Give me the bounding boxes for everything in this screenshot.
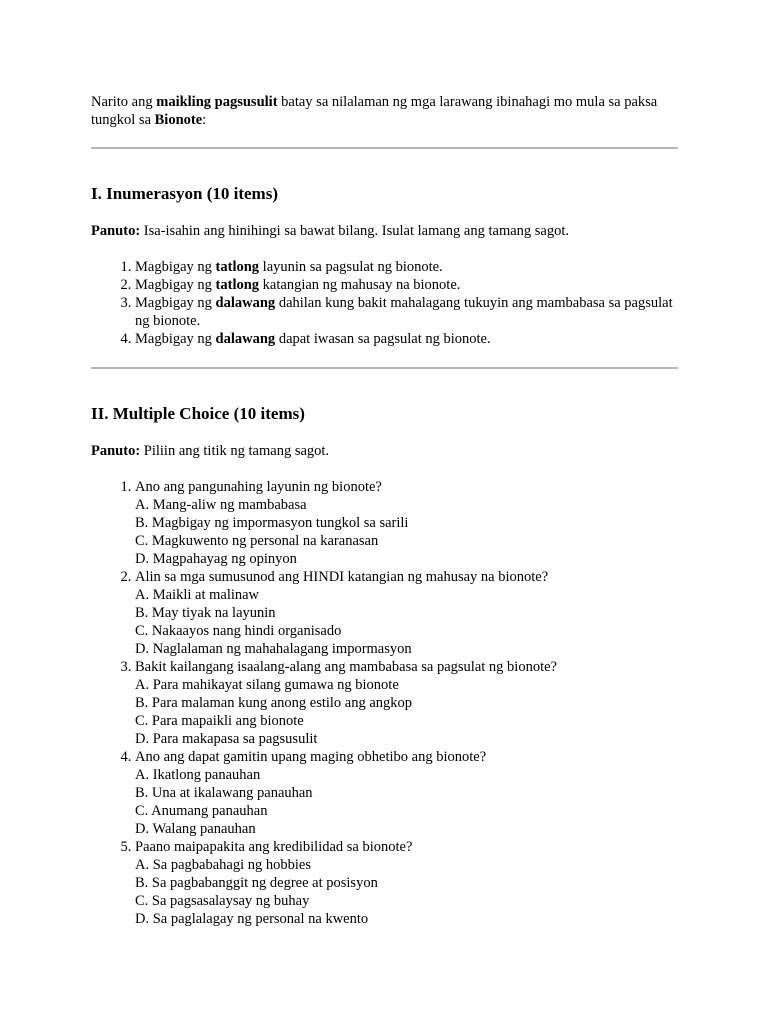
question-text: 3. Bakit kailangang isaalang-alang ang mambabasa sa pagsulat ng bionote? (135, 659, 557, 675)
choice-d: D. Para makapasa sa pagsusulit (135, 731, 318, 747)
question-text: 1. Ano ang pangunahing layunin ng bionote? (135, 479, 382, 495)
choice-c: C. Anumang panauhan (135, 803, 268, 819)
choice-c: C. Sa pagsasalaysay ng buhay (135, 893, 310, 909)
choice-a: A. Sa pagbabahagi ng hobbies (135, 857, 311, 873)
instruction-label: Panuto: (91, 223, 141, 239)
intro-bold-topic: Bionote (154, 112, 203, 128)
multiple-choice-list (91, 478, 678, 928)
question-item (135, 838, 678, 928)
choice-b: B. May tiyak na layunin (135, 605, 276, 621)
item-text: Magbigay ng (135, 259, 216, 275)
section1-instruction (91, 222, 678, 240)
choice-b: B. Sa pagbabanggit ng degree at posisyon (135, 875, 378, 891)
choice-c: C. Nakaayos nang hindi organisado (135, 623, 342, 639)
choice-b: B. Magbigay ng impormasyon tungkol sa sarili (135, 515, 409, 531)
choice-a: A. Ikatlong panauhan (135, 767, 261, 783)
choice-d: D. Naglalaman ng mahahalagang impormasyon (135, 641, 412, 657)
choice-c: C. Magkuwento ng personal na karanasan (135, 533, 379, 549)
item-bold: dalawang (215, 331, 276, 347)
intro-paragraph (91, 93, 678, 129)
choice-a: A. Para mahikayat silang gumawa ng bionote (135, 677, 399, 693)
question-item (135, 568, 678, 658)
question-item (135, 478, 678, 568)
choice-a: A. Maikli at malinaw (135, 587, 260, 603)
item-text: dapat iwasan sa pagsulat ng bionote. (275, 331, 491, 347)
choice-b: B. Para malaman kung anong estilo ang angkop (135, 695, 413, 711)
intro-text: Narito ang (91, 94, 157, 110)
item-bold: dalawang (215, 295, 276, 311)
quiz-content (91, 93, 678, 928)
item-text: Magbigay ng (135, 331, 216, 347)
divider (91, 147, 678, 149)
choice-c: C. Para mapaikli ang bionote (135, 713, 304, 729)
question-text: 4. Ano ang dapat gamitin upang maging obhetibo ang bionote? (135, 749, 487, 765)
question-item (135, 748, 678, 838)
section2-title: II. Multiple Choice (10 items) (91, 404, 305, 423)
item-bold: tatlong (215, 259, 260, 275)
intro-text: : (202, 112, 207, 128)
divider (91, 367, 678, 369)
instruction-label: Panuto: (91, 443, 141, 459)
question-text: 5. Paano maipapakita ang kredibilidad sa bionote? (135, 839, 413, 855)
choice-a: A. Mang-aliw ng mambabasa (135, 497, 307, 513)
item-text: Magbigay ng (135, 295, 216, 311)
intro-bold-quiz: maikling pagsusulit (156, 94, 278, 110)
choice-d: D. Sa paglalagay ng personal na kwento (135, 911, 369, 927)
list-item (135, 294, 678, 330)
list-item (135, 258, 678, 276)
question-text: 2. Alin sa mga sumusunod ang HINDI katangian ng mahusay na bionote? (135, 569, 549, 585)
item-text: dahilan kung bakit mahalagang tukuyin ang mambabasa sa pagsulat ng bionote. (135, 295, 673, 329)
section1-title: I. Inumerasyon (10 items) (91, 184, 278, 203)
item-text: layunin sa pagsulat ng bionote. (259, 259, 443, 275)
instruction-text: Isa-isahin ang hinihingi sa bawat bilang. Isulat lamang ang tamang sagot. (140, 223, 570, 239)
list-item (135, 276, 678, 294)
choice-d: D. Walang panauhan (135, 821, 256, 837)
item-text: Magbigay ng (135, 277, 216, 293)
section2-instruction (91, 442, 678, 460)
choice-d: D. Magpahayag ng opinyon (135, 551, 297, 567)
question-item (135, 658, 678, 748)
item-bold: tatlong (215, 277, 260, 293)
intro-text: batay sa nilalaman ng mga larawang ibinahagi mo mula sa paksa tungkol sa (91, 94, 658, 128)
enumeration-list (91, 258, 678, 348)
item-text: katangian ng mahusay na bionote. (259, 277, 461, 293)
choice-b: B. Una at ikalawang panauhan (135, 785, 313, 801)
instruction-text: Piliin ang titik ng tamang sagot. (140, 443, 330, 459)
list-item (135, 330, 678, 348)
